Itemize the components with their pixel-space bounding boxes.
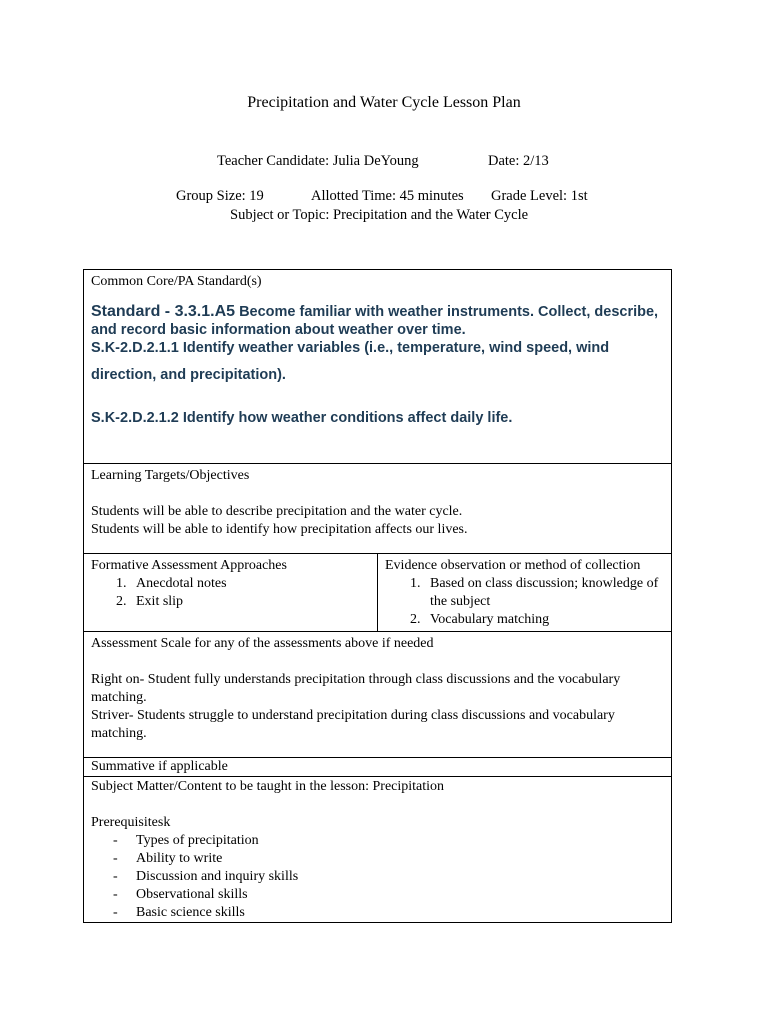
lesson-date: Date: 2/13 <box>488 153 549 169</box>
content-row <box>84 777 672 923</box>
standards-heading: Common Core/PA Standard(s) <box>91 274 262 289</box>
standards-row <box>84 270 672 464</box>
assessment-row <box>84 554 672 632</box>
objectives-row <box>84 464 672 554</box>
standard-description: Become familiar with weather instruments. Collect, describe, and record basic information about weather over time. <box>91 304 659 338</box>
grade-level: Grade Level: 1st <box>491 188 588 204</box>
group-size: Group Size: 19 <box>176 188 264 204</box>
standard-s-k-2-d-2-1-2: S.K-2.D.2.1.2 Identify how weather conditions affect daily life. <box>91 410 513 426</box>
standard-s-k-2-d-2-1-1: S.K-2.D.2.1.1 Identify weather variables (i.e., temperature, wind speed, wind direction, and precipitation). <box>91 340 610 383</box>
summative-row <box>84 758 672 777</box>
evidence-list <box>385 575 664 629</box>
subject-topic: Subject or Topic: Precipitation and the Water Cycle <box>230 207 529 223</box>
teacher-candidate: Teacher Candidate: Julia DeYoung <box>217 153 419 169</box>
prerequisite-item: - Ability to write <box>91 850 664 868</box>
summative-cell <box>84 758 672 777</box>
scale-right-on: Right on- Student fully understands precipitation through class discussions and the vocabulary matching. <box>91 672 621 705</box>
scale-striver: Striver- Students struggle to understand precipitation during class discussions and vocabulary matching. <box>91 708 615 741</box>
allotted-time: Allotted Time: 45 minutes <box>311 188 464 204</box>
prerequisites-list <box>91 832 664 922</box>
prerequisite-item: - Discussion and inquiry skills <box>91 868 664 886</box>
standards-cell <box>84 270 672 464</box>
evidence-item: 2. Vocabulary matching <box>424 611 664 629</box>
scale-cell <box>84 632 672 758</box>
prerequisite-item: - Observational skills <box>91 886 664 904</box>
evidence-heading: Evidence observation or method of collection <box>385 558 641 573</box>
objectives-heading: Learning Targets/Objectives <box>91 468 250 483</box>
lesson-plan-table <box>83 269 672 923</box>
formative-item: 2. Exit slip <box>130 593 370 611</box>
objectives-cell <box>84 464 672 554</box>
prerequisite-item: - Basic science skills <box>91 904 664 922</box>
formative-list <box>91 575 370 611</box>
document-title: Precipitation and Water Cycle Lesson Plan <box>247 94 521 111</box>
evidence-item: 1. Based on class discussion; knowledge of the subject <box>424 575 664 611</box>
objective-item: Students will be able to identify how precipitation affects our lives. <box>91 522 468 537</box>
scale-heading: Assessment Scale for any of the assessments above if needed <box>91 636 434 651</box>
objective-item: Students will be able to describe precipitation and the water cycle. <box>91 504 463 519</box>
formative-item: 1. Anecdotal notes <box>130 575 370 593</box>
formative-cell <box>84 554 378 632</box>
standard-code: Standard - 3.3.1.A5 <box>91 303 236 320</box>
evidence-cell <box>378 554 672 632</box>
formative-heading: Formative Assessment Approaches <box>91 558 287 573</box>
content-heading: Subject Matter/Content to be taught in the lesson: Precipitation <box>91 779 445 794</box>
prerequisites-heading: Prerequisitesk <box>91 815 171 830</box>
scale-row <box>84 632 672 758</box>
standard-3-3-1-a5 <box>91 303 664 339</box>
summative-heading: Summative if applicable <box>91 759 228 774</box>
content-cell <box>84 777 672 923</box>
prerequisite-item: - Types of precipitation <box>91 832 664 850</box>
